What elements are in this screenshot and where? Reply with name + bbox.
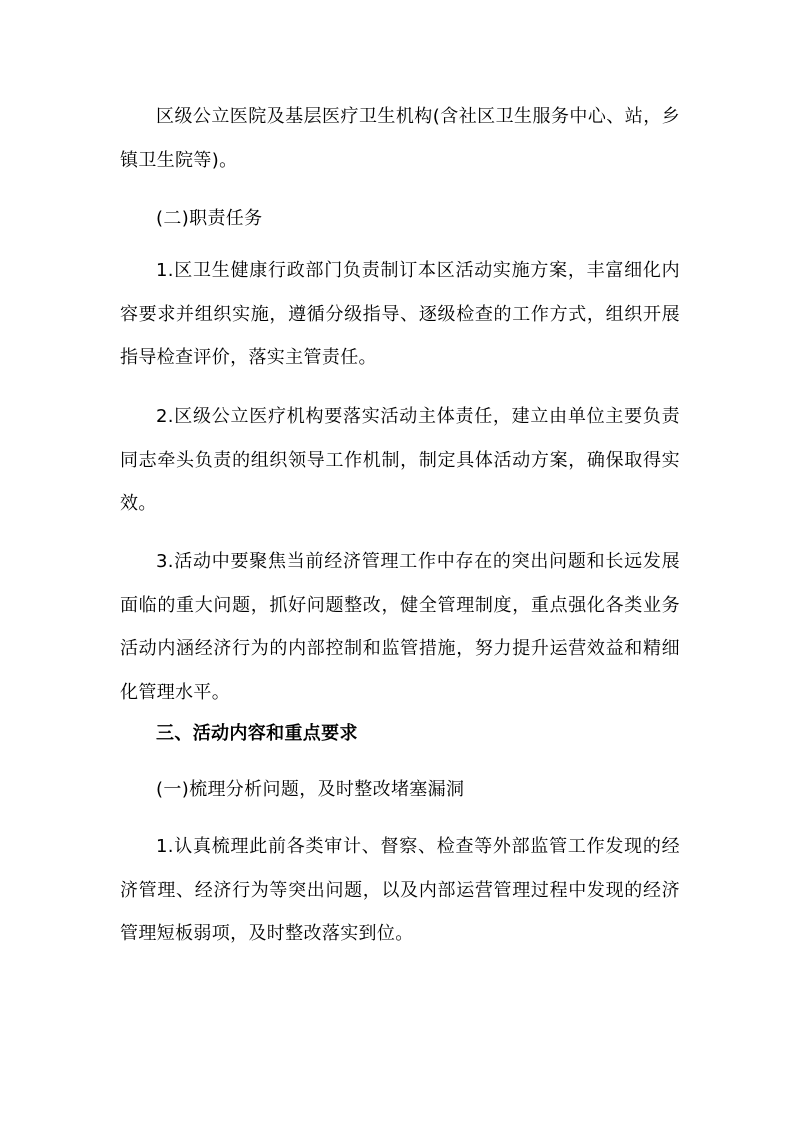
paragraph-review: 1.认真梳理此前各类审计、督察、检查等外部监管工作发现的经济管理、经济行为等突出问题，以及内部运营管理过程中发现的经济管理短板弱项，及时整改落实到位。 — [120, 836, 680, 945]
section-heading: 三、活动内容和重点要求 — [156, 723, 358, 744]
subheading-analysis: (一)梳理分析问题，及时整改堵塞漏洞 — [156, 779, 465, 800]
paragraph-scope: 区级公立医院及基层医疗卫生机构(含社区卫生服务中心、站，乡镇卫生院等)。 — [120, 106, 680, 171]
paragraph-item-2: 2.区级公立医疗机构要落实活动主体责任，建立由单位主要负责同志牵头负责的组织领导工作机制，制定具体活动方案，确保取得实效。 — [120, 406, 680, 515]
subheading-responsibilities: (二)职责任务 — [156, 208, 263, 229]
paragraph-item-3: 3.活动中要聚焦当前经济管理工作中存在的突出问题和长远发展面临的重大问题，抓好问题整改，健全管理制度，重点强化各类业务活动内涵经济行为的内部控制和监管措施，努力提升运营效益和精细化管理水平。 — [120, 551, 680, 703]
paragraph-item-1: 1.区卫生健康行政部门负责制订本区活动实施方案，丰富细化内容要求并组织实施，遵循分级指导、逐级检查的工作方式，组织开展指导检查评价，落实主管责任。 — [120, 260, 680, 369]
